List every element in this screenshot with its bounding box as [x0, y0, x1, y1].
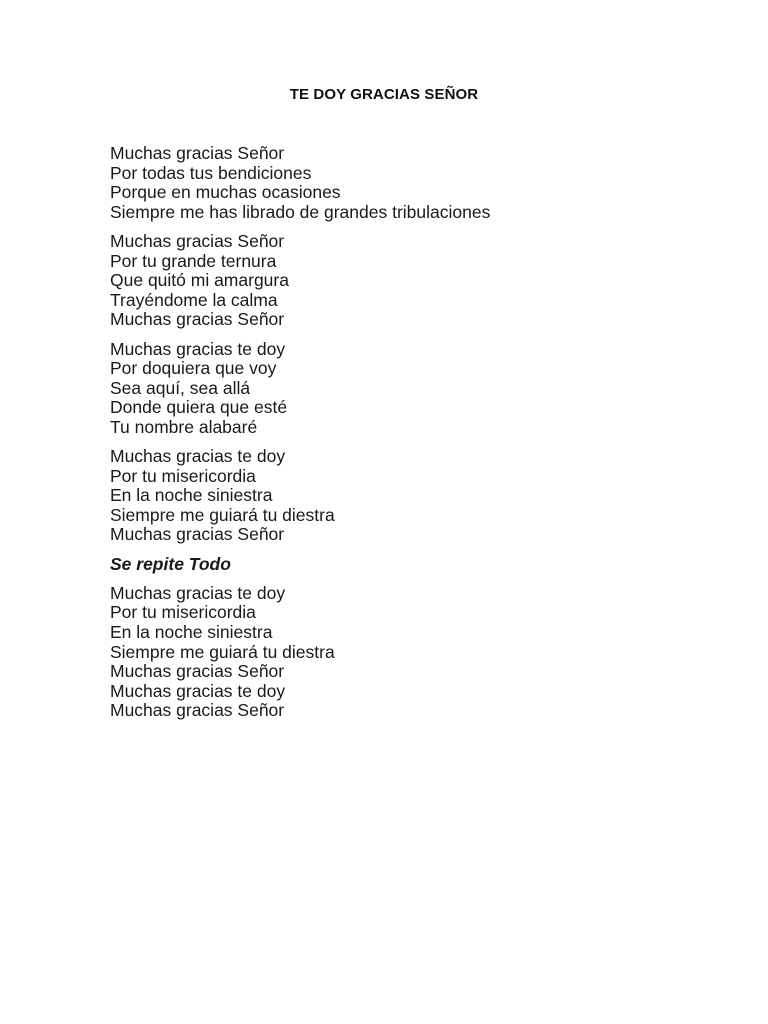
lyric-line: Siempre me guiará tu diestra	[110, 641, 335, 662]
lyric-line: Tu nombre alabaré	[110, 416, 258, 437]
lyric-line: Muchas gracias Señor	[110, 661, 285, 682]
lyric-line: Siempre me guiará tu diestra	[110, 504, 335, 525]
lyric-line: Por todas tus bendiciones	[110, 162, 312, 183]
lyric-line: Muchas gracias Señor	[110, 230, 285, 251]
lyric-line: Siempre me has librado de grandes tribulaciones	[110, 201, 491, 222]
lyric-line: Porque en muchas ocasiones	[110, 182, 341, 203]
lyric-line: Trayéndome la calma	[110, 289, 278, 310]
lyric-line: Muchas gracias te doy	[110, 338, 286, 359]
lyric-line: Donde quiera que esté	[110, 397, 288, 418]
lyric-line: Muchas gracias te doy	[110, 680, 286, 701]
lyric-line: Por tu misericordia	[110, 602, 256, 623]
lyric-line: En la noche siniestra	[110, 485, 273, 506]
lyric-line: Por tu grande ternura	[110, 250, 277, 271]
stanza	[110, 144, 710, 222]
lyric-line: Muchas gracias Señor	[110, 524, 285, 545]
lyric-line: Sea aquí, sea allá	[110, 377, 251, 398]
stanza	[110, 584, 710, 721]
repeat-instruction: Se repite Todo	[110, 553, 231, 574]
lyric-line: Muchas gracias te doy	[110, 446, 286, 467]
stanza	[110, 232, 710, 330]
lyric-line: Muchas gracias Señor	[110, 143, 285, 163]
lyric-line: Por tu misericordia	[110, 465, 256, 486]
lyric-line: Muchas gracias te doy	[110, 582, 286, 603]
lyric-line: Por doquiera que voy	[110, 358, 277, 379]
lyric-line: Que quitó mi amargura	[110, 270, 289, 291]
lyric-line: Muchas gracias Señor	[110, 700, 285, 721]
lyrics-body	[110, 144, 710, 731]
lyric-line: En la noche siniestra	[110, 622, 273, 643]
song-title: TE DOY GRACIAS SEÑOR	[289, 86, 479, 103]
lyric-line: Muchas gracias Señor	[110, 309, 285, 330]
stanza	[110, 447, 710, 545]
stanza	[110, 340, 710, 438]
